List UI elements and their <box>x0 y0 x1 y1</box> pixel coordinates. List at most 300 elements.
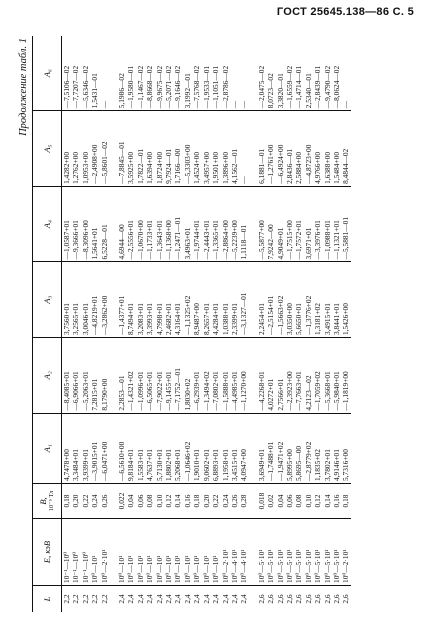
cell-A5: 1,6394+00 <box>145 111 154 187</box>
cell-A1: —1,9471+02 <box>276 413 285 483</box>
cell-A3: —3,2862+00 <box>100 262 109 338</box>
cell-A2: 7,2815+01 <box>90 338 99 414</box>
cell-A1: 4,9146+01 <box>332 413 341 483</box>
table-row <box>341 36 350 612</box>
cell-B: 0,022 <box>109 484 126 519</box>
table-row <box>221 36 230 612</box>
cell-A3: 3,7560+01 <box>62 262 72 338</box>
col-L-header: L <box>33 586 62 613</box>
cell-E: 10⁰—10¹ <box>90 519 99 586</box>
cell-A4: —3,3976+01 <box>313 186 322 262</box>
cell-A1: 5,7130+01 <box>155 413 164 483</box>
cell-A2: —6,9066+01 <box>71 338 80 414</box>
cell-A6: —2,0475—02 <box>249 36 266 111</box>
cell-L: 2,4 <box>229 594 239 604</box>
cell-A6: — <box>100 36 109 111</box>
cell-A6: 1,5431—01 <box>90 36 99 111</box>
col-B-unit: 10⁻⁵ Тл <box>47 490 55 512</box>
cell-L: 2,4 <box>211 594 221 604</box>
cell-A1: 1,1958+01 <box>221 413 230 483</box>
cell-B: 0,018 <box>249 484 266 519</box>
cell-A2: 8,1790+00 <box>100 338 109 414</box>
cell-B: 0,14 <box>173 484 182 519</box>
cell-A2: —4,2268+01 <box>249 338 266 414</box>
cell-A6: —5,6346—02 <box>81 36 90 111</box>
cell-B: 0,22 <box>81 484 90 519</box>
cell-L: 2,6 <box>284 594 294 604</box>
cell-B: 0,16 <box>183 484 192 519</box>
cell-E: 10⁰—10¹ <box>164 519 173 586</box>
cell-A4: —1,9744+01 <box>192 186 201 262</box>
cell-L: 2,6 <box>303 594 313 604</box>
cell-L: 2,6 <box>341 594 351 604</box>
cell-L: 2,6 <box>294 594 304 604</box>
cell-E: 10⁰—10¹ <box>145 519 154 586</box>
cell-A1: 9,0602+01 <box>202 413 211 483</box>
cell-A2: —1,7059+02 <box>313 338 322 414</box>
cell-A4: —1,3643+01 <box>155 186 164 262</box>
cell-L: 2,2 <box>90 594 100 604</box>
cell-E: 10⁰—2·10¹ <box>100 519 109 586</box>
table-row <box>145 36 154 612</box>
cell-A3: —1,1325+02 <box>183 262 192 338</box>
cell-A4: —1,7515+00 <box>285 186 294 262</box>
cell-A2: —1,3494+02 <box>202 338 211 414</box>
cell-L: 2,4 <box>135 594 145 604</box>
cell-A2: —1,1270+00 <box>239 338 248 414</box>
cell-A5: —4,8723+00 <box>304 111 313 187</box>
cell-E: 10⁰—10¹ <box>155 519 164 586</box>
cell-B: 0,12 <box>164 484 173 519</box>
cell-A6: —2,8786—02 <box>221 36 230 111</box>
cell-B: 0,24 <box>221 484 230 519</box>
cell-A5: —2,4908+00 <box>90 111 99 187</box>
cell-A1: 5,7316+00 <box>341 413 350 483</box>
cell-A4: —2,8864+00 <box>221 186 230 262</box>
cell-A1: 4,0947+00 <box>239 413 248 483</box>
cell-A3: 1,0388+01 <box>221 262 230 338</box>
table-row <box>136 36 145 612</box>
cell-B: 0,02 <box>266 484 275 519</box>
col-B-header <box>33 484 62 519</box>
cell-E: 10⁰—5·10¹ <box>304 519 313 586</box>
cell-A1: 3,6949+01 <box>249 413 266 483</box>
col-A1-header: A₁ <box>33 413 62 483</box>
cell-A5: 3,4957+00 <box>202 111 211 187</box>
table-row <box>173 36 182 612</box>
cell-A3: 4,4284+01 <box>211 262 220 338</box>
table-row <box>276 36 285 612</box>
cell-A2: —1,1819+00 <box>341 338 350 414</box>
cell-E: 10⁰—10¹ <box>126 519 135 586</box>
cell-A6: —9,9675—02 <box>155 36 164 111</box>
cell-A4: —1,1321+01 <box>332 186 341 262</box>
col-A3-header: A₃ <box>33 262 62 338</box>
cell-A2: —1,5888+01 <box>221 338 230 414</box>
cell-A5: 8,4844—02 <box>341 111 350 187</box>
table-row <box>126 36 135 612</box>
cell-A4: 1,1118—01 <box>239 186 248 262</box>
cell-A5: 1,8724+00 <box>155 111 164 187</box>
cell-L: 2,2 <box>99 594 109 604</box>
cell-A3: 4,7998+01 <box>155 262 164 338</box>
cell-A1: 5,8995+00 <box>285 413 294 483</box>
cell-A5: 1,4524+00 <box>192 111 201 187</box>
cell-A3: 8,2657+01 <box>202 262 211 338</box>
cell-A4: —8,3096+00 <box>81 186 90 262</box>
cell-A1: —1,0646+02 <box>183 413 192 483</box>
cell-A4: —9,3666+01 <box>71 186 80 262</box>
cell-A1: 9,8184+01 <box>126 413 135 483</box>
cell-A3: 3,2565+01 <box>71 262 80 338</box>
cell-B: 0,18 <box>341 484 350 519</box>
cell-A3: 3,0350+00 <box>285 262 294 338</box>
cell-A5: 1,5484+00 <box>332 111 341 187</box>
cell-A4: —1,7572+01 <box>294 186 303 262</box>
cell-E: 10⁰—5·10¹ <box>285 519 294 586</box>
col-A2-header: A₂ <box>33 338 62 414</box>
cell-A4: 3,6971+01 <box>304 186 313 262</box>
cell-E: 10⁰—5·10¹ <box>266 519 275 586</box>
cell-A4: —2,5556+01 <box>126 186 135 262</box>
cell-A1: 6,8893+01 <box>211 413 220 483</box>
cell-A3: 8,9487+00 <box>192 262 201 338</box>
cell-A5: 1,6388+00 <box>323 111 332 187</box>
cell-A3: 1,5426+00 <box>341 262 350 338</box>
cell-L: 2,6 <box>256 594 266 604</box>
cell-A2: —7,9022+01 <box>155 338 164 414</box>
cell-A6: —5,2071—02 <box>164 36 173 111</box>
cell-B: 0,08 <box>294 484 303 519</box>
col-A4-header: A₄ <box>33 186 62 262</box>
table-header-row <box>33 36 62 612</box>
cell-E: 10⁰—5·10¹ <box>332 519 341 586</box>
cell-A1: 3,7802+01 <box>323 413 332 483</box>
table-row <box>304 36 313 612</box>
cell-A3: 2,2454+01 <box>249 262 266 338</box>
cell-A1: 1,5583+01 <box>136 413 145 483</box>
cell-E: 10⁰—5·10¹ <box>313 519 322 586</box>
cell-A4: 4,6944—00 <box>109 186 126 262</box>
cell-E: 10⁰—10¹ <box>109 519 126 586</box>
cell-A6: —2,8439—01 <box>313 36 322 111</box>
cell-E: 10⁰—5·10¹ <box>323 519 332 586</box>
cell-A3: 2,3399+01 <box>230 262 239 338</box>
cell-L: 2,4 <box>154 594 164 604</box>
cell-A3: 3,8441+01 <box>332 262 341 338</box>
cell-A3: —1,4377+01 <box>109 262 126 338</box>
cell-A3: 4,3164+01 <box>173 262 182 338</box>
cell-A6: —7,5768—02 <box>192 36 201 111</box>
cell-A3: 3,0046+01 <box>81 262 90 338</box>
cell-A6: —1,1051—01 <box>211 36 220 111</box>
cell-A5: 2,5884+00 <box>294 111 303 187</box>
rotated-table-block <box>16 36 416 612</box>
table-row <box>192 36 201 612</box>
cell-L: 2,2 <box>71 594 81 604</box>
cell-L: 2,2 <box>62 594 71 604</box>
table-row <box>313 36 322 612</box>
cell-A5: 9,7924—01 <box>164 111 173 187</box>
cell-E: 10⁰—2·10¹ <box>341 519 350 586</box>
cell-A3: 2,4682+01 <box>164 262 173 338</box>
cell-L: 2,6 <box>313 594 323 604</box>
cell-A4: —1,3365+01 <box>211 186 220 262</box>
cell-A1: —3,9015+01 <box>90 413 99 483</box>
cell-A6: 8,0723—02 <box>266 36 275 111</box>
cell-B: 0,04 <box>276 484 285 519</box>
cell-A2: —2,3923+00 <box>285 338 294 414</box>
cell-A5: 6,1881—01 <box>249 111 266 187</box>
cell-A6: 5,1986—02 <box>109 36 126 111</box>
cell-L: 2,6 <box>331 594 341 604</box>
cell-A1: —6,5610+00 <box>109 413 126 483</box>
cell-A1: 4,7478+00 <box>62 413 72 483</box>
cell-A5: 4,9766+00 <box>313 111 322 187</box>
table-row <box>71 36 80 612</box>
table-row <box>332 36 341 612</box>
cell-E: 10⁰—5·10¹ <box>294 519 303 586</box>
table-row <box>109 36 126 612</box>
cell-B: 0,10 <box>155 484 164 519</box>
cell-A2: —7,0802+01 <box>211 338 220 414</box>
cell-L: 2,6 <box>275 594 285 604</box>
cell-A3: 5,6650+01 <box>294 262 303 338</box>
cell-L: 2,4 <box>126 594 136 604</box>
cell-A2: —5,3668+01 <box>323 338 332 414</box>
cell-E: 10⁻¹—10⁰ <box>81 519 90 586</box>
cell-A1: 5,8695—00 <box>294 413 303 483</box>
cell-A2: —6,2939+01 <box>192 338 201 414</box>
cell-L: 2,4 <box>192 594 202 604</box>
cell-L: 2,4 <box>164 594 174 604</box>
cell-E: 10⁰—10¹ <box>136 519 145 586</box>
cell-A1: —1,7488+01 <box>266 413 275 483</box>
cell-A5: 1,4282+00 <box>62 111 72 187</box>
cell-A5: 1,7822—01 <box>136 111 145 187</box>
cell-A5: 1,2762+00 <box>71 111 80 187</box>
cell-A2: —4,4985+01 <box>230 338 239 414</box>
cell-A4: —5,5877+00 <box>249 186 266 262</box>
cell-L: 2,4 <box>117 594 127 604</box>
cell-A6: 2,5340—01 <box>304 36 313 111</box>
table-body <box>62 36 351 612</box>
cell-A4: 4,9049+01 <box>276 186 285 262</box>
table-row <box>100 36 109 612</box>
cell-A3: 3,3993+01 <box>145 262 154 338</box>
cell-A3: —1,5663+02 <box>276 262 285 338</box>
table-row <box>230 36 239 612</box>
cell-E: 10⁰—4·10¹ <box>239 519 248 586</box>
cell-A3: 3,4915+01 <box>323 262 332 338</box>
cell-B: 0,26 <box>230 484 239 519</box>
cell-A4: —1,1368+00 <box>164 186 173 262</box>
cell-B: 0,18 <box>192 484 201 519</box>
cell-B: 0,14 <box>323 484 332 519</box>
cell-E: 10⁰—10¹ <box>173 519 182 586</box>
cell-E: 10⁰—5·10¹ <box>249 519 266 586</box>
cell-A2: 2,2853—01 <box>109 338 126 414</box>
cell-L: 2,4 <box>220 594 230 604</box>
page-header: ГОСТ 25645.138—86 С. 5 <box>276 6 414 18</box>
cell-A6: —1,9580—01 <box>126 36 135 111</box>
cell-A6: —8,8668—02 <box>145 36 154 111</box>
cell-A5: 4,1562—01 <box>230 111 239 187</box>
cell-A4: 1,5641+01 <box>90 186 99 262</box>
cell-A5: —7,8845—01 <box>109 111 126 187</box>
cell-A6: —7,7207—02 <box>71 36 80 111</box>
coefficients-table <box>32 36 351 612</box>
cell-A2: —5,9840+01 <box>332 338 341 414</box>
cell-A2: 4,2123—02 <box>304 338 313 414</box>
cell-A2: 2,7566+01 <box>276 338 285 414</box>
cell-A6: 3,3820—01 <box>276 36 285 111</box>
cell-A6: —1,6559—02 <box>285 36 294 111</box>
cell-E: 10⁰—4·10¹ <box>230 519 239 586</box>
cell-L: 2,4 <box>239 594 249 604</box>
cell-A1: —2,8779+02 <box>304 413 313 483</box>
cell-A3: —2,5154+01 <box>266 262 275 338</box>
cell-A3: 3,2083+01 <box>136 262 145 338</box>
cell-E: 10⁻¹—10⁰ <box>71 519 80 586</box>
table-row <box>249 36 266 612</box>
cell-A5: 2,8436—01 <box>285 111 294 187</box>
cell-B: 0,08 <box>145 484 154 519</box>
cell-A1: 3,4515+01 <box>230 413 239 483</box>
table-row <box>323 36 332 612</box>
cell-L: 2,6 <box>266 594 276 604</box>
cell-E: 10⁰—5·10¹ <box>276 519 285 586</box>
cell-B: 0,10 <box>304 484 313 519</box>
cell-E: 10⁰—2·10¹ <box>221 519 230 586</box>
table-row <box>285 36 294 612</box>
cell-A4: 6,5228—01 <box>100 186 109 262</box>
cell-A6: — <box>341 36 350 111</box>
cell-A6: — <box>239 36 248 111</box>
cell-L: 2,4 <box>145 594 155 604</box>
cell-L: 2,6 <box>322 594 332 604</box>
table-row <box>266 36 275 612</box>
cell-E: 10⁻¹—10⁰ <box>62 519 72 586</box>
cell-A3: —3,1327—01 <box>239 262 248 338</box>
cell-A2: —5,2063+01 <box>81 338 90 414</box>
cell-A6: —1,4714—01 <box>294 36 303 111</box>
cell-A2: —1,4321+02 <box>126 338 135 414</box>
cell-A5: — <box>239 111 248 187</box>
cell-B: 0,28 <box>239 484 248 519</box>
cell-A3: 1,3181+02 <box>313 262 322 338</box>
cell-A4: —1,2471—01 <box>173 186 182 262</box>
cell-B: 0,18 <box>62 484 72 519</box>
cell-B: 0,20 <box>202 484 211 519</box>
cell-A5: 1,0953+00 <box>81 111 90 187</box>
cell-A4: 7,9242—00 <box>266 186 275 262</box>
cell-A2: —8,4085+01 <box>62 338 72 414</box>
cell-A1: 3,3484+01 <box>71 413 80 483</box>
cell-A4: —1,0587+01 <box>62 186 72 262</box>
cell-B: 0,16 <box>332 484 341 519</box>
cell-A2: —7,1752—01 <box>173 338 182 414</box>
cell-A2: —6,5065+01 <box>145 338 154 414</box>
cell-A5: 1,9501+00 <box>211 111 220 187</box>
col-A5-header: A₅ <box>33 111 62 187</box>
cell-A4: —5,5881—01 <box>341 186 350 262</box>
table-row <box>294 36 303 612</box>
cell-L: 2,4 <box>173 594 183 604</box>
cell-A1: 1,8802+01 <box>164 413 173 483</box>
cell-A4: —5,2239+00 <box>230 186 239 262</box>
cell-A6: —9,1646—02 <box>173 36 182 111</box>
cell-B: 0,26 <box>100 484 109 519</box>
table-row <box>164 36 173 612</box>
cell-B: 0,06 <box>285 484 294 519</box>
cell-A5: 1,3896+00 <box>221 111 230 187</box>
cell-E: 10⁰—10¹ <box>183 519 192 586</box>
table-row <box>183 36 192 612</box>
cell-A6: —7,5106—02 <box>62 36 72 111</box>
col-B-label: B, <box>37 497 48 505</box>
cell-L: 2,4 <box>201 594 211 604</box>
cell-A1: 5,2068+01 <box>173 413 182 483</box>
cell-B: 0,04 <box>126 484 135 519</box>
cell-A4: —2,4443+01 <box>202 186 211 262</box>
cell-A1: —6,0471+00 <box>100 413 109 483</box>
cell-A2: 1,8030+02 <box>183 338 192 414</box>
cell-A1: 1,1835+02 <box>313 413 322 483</box>
col-E-header: E, кэВ <box>33 519 62 586</box>
cell-A5: —6,4924+00 <box>276 111 285 187</box>
table-caption: Продолжение табл. 1 <box>18 38 29 136</box>
cell-E: 10⁰—10¹ <box>192 519 201 586</box>
table-row <box>211 36 220 612</box>
cell-A4: —1,0670+00 <box>136 186 145 262</box>
cell-A4: 3,4963+01 <box>183 186 192 262</box>
cell-A4: —1,1733+01 <box>145 186 154 262</box>
cell-L: 2,2 <box>80 594 90 604</box>
cell-L: 2,4 <box>182 594 192 604</box>
cell-A2: —1,0996+01 <box>136 338 145 414</box>
cell-A1: 3,9399+01 <box>81 413 90 483</box>
cell-A4: —1,0988+01 <box>323 186 332 262</box>
table-row <box>81 36 90 612</box>
cell-A2: —7,7663+01 <box>294 338 303 414</box>
col-A6-header: A₆ <box>33 36 62 111</box>
cell-A5: —1,2761+00 <box>266 111 275 187</box>
cell-B: 0,06 <box>136 484 145 519</box>
table-row <box>202 36 211 612</box>
cell-B: 0,24 <box>90 484 99 519</box>
cell-A6: —1,1467—02 <box>136 36 145 111</box>
cell-B: 0,20 <box>71 484 80 519</box>
table-row <box>90 36 99 612</box>
cell-A6: —9,4790—02 <box>323 36 332 111</box>
cell-B: 0,22 <box>211 484 220 519</box>
cell-A3: —4,8219+01 <box>90 262 99 338</box>
cell-A1: 1,9010+01 <box>192 413 201 483</box>
table-row <box>239 36 248 612</box>
cell-A2: 4,0272+01 <box>266 338 275 414</box>
cell-A2: —9,1455+01 <box>164 338 173 414</box>
cell-A5: 3,5925+00 <box>126 111 135 187</box>
cell-B: 0,12 <box>313 484 322 519</box>
cell-A6: — <box>230 36 239 111</box>
cell-A3: —1,3776+02 <box>304 262 313 338</box>
cell-A6: 3,1992—01 <box>183 36 192 111</box>
cell-E: 10⁰—10¹ <box>202 519 211 586</box>
cell-A6: —8,0624—02 <box>332 36 341 111</box>
cell-E: 10⁰—10¹ <box>211 519 220 586</box>
cell-A5: —5,8601—02 <box>100 111 109 187</box>
